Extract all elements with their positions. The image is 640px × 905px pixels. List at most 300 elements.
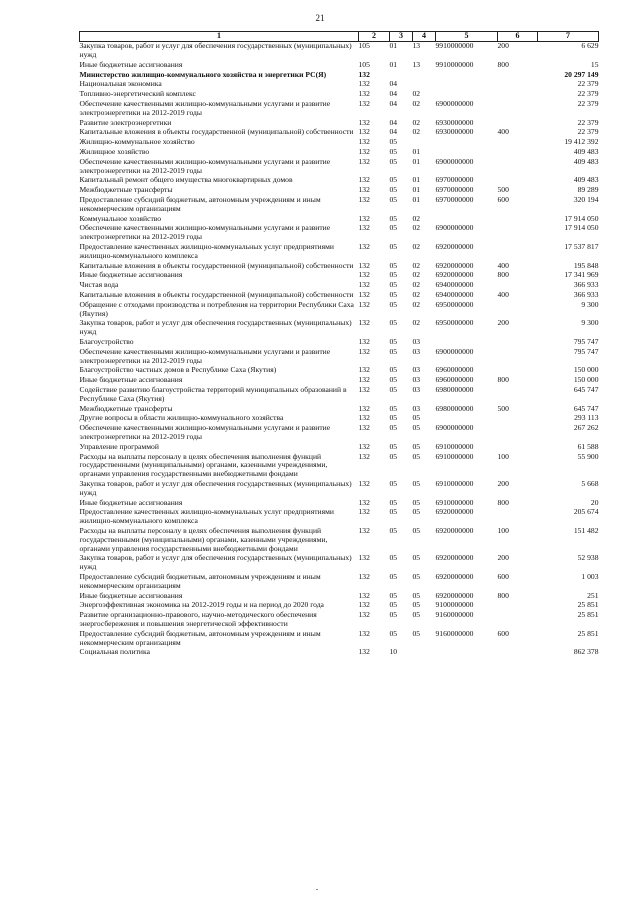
table-row <box>80 243 599 262</box>
row-ministry-code-cell: 132 <box>358 478 370 488</box>
row-target-article-cell: 6900000000 <box>435 223 474 233</box>
row-amount-cell: 17 914 050 <box>564 223 599 233</box>
row-ministry-code-cell: 132 <box>358 223 370 233</box>
table-row <box>80 572 599 591</box>
table-row <box>80 291 599 301</box>
row-amount-cell: 795 747 <box>573 346 599 356</box>
row-name-cell: Чистая вода <box>79 280 119 290</box>
row-name-cell: Закупка товаров, работ и услуг для обеспечения государственных (муниципальных) нужд <box>79 318 352 337</box>
row-name-cell: Топливно-энергетический комплекс <box>79 89 196 99</box>
row-subsection-cell: 05 <box>412 507 421 517</box>
row-section-cell: 04 <box>389 117 398 127</box>
row-target-article-cell: 6950000000 <box>435 318 474 328</box>
row-target-article-cell: 6920000000 <box>435 571 474 581</box>
row-section-cell: 05 <box>389 507 398 517</box>
row-target-article-cell <box>436 148 498 158</box>
row-target-article-cell: 9160000000 <box>435 628 474 638</box>
table-row <box>80 138 599 148</box>
row-name-cell: Иные бюджетные ассигнования <box>79 375 183 385</box>
row-ministry-code-cell: 132 <box>358 610 370 620</box>
row-expense-type-cell <box>498 214 538 224</box>
row-subsection-cell: 02 <box>412 260 421 270</box>
row-name-cell: Управление программой <box>79 441 159 451</box>
table-row <box>80 60 599 70</box>
row-target-article-cell: 6920000000 <box>435 507 474 517</box>
row-section-cell: 01 <box>389 41 398 51</box>
row-name-cell: Закупка товаров, работ и услуг для обеспечения государственных (муниципальных) нужд <box>79 478 352 497</box>
column-header-amount: 7 <box>538 32 599 42</box>
row-ministry-code-cell: 132 <box>358 242 370 252</box>
row-amount-cell: 150 000 <box>573 375 599 385</box>
row-expense-type-cell <box>498 338 538 348</box>
row-ministry-code-cell: 132 <box>358 423 370 433</box>
row-expense-type-cell: 200 <box>497 553 509 563</box>
row-target-article-cell <box>436 80 498 90</box>
row-name-cell: Обеспечение качественными жилищно-коммунальными услугами и развитие электроэнергетики на 2012-2019 годы <box>79 156 331 175</box>
row-expense-type-cell: 800 <box>497 270 509 280</box>
row-target-article-cell: 6980000000 <box>435 384 474 394</box>
row-ministry-code-cell: 132 <box>358 213 370 223</box>
row-name-cell: Обеспечение качественными жилищно-коммунальными услугами и развитие электроэнергетики на 2012-2019 годы <box>79 223 331 242</box>
row-subsection-cell: 05 <box>412 441 421 451</box>
row-subsection-cell: 05 <box>412 628 421 638</box>
row-name-cell: Расходы на выплаты персоналу в целях обеспечения выполнения функций государственными (муниципальными) органами, казенными учреждениями, органами управления государственными внебюджетными фондами <box>79 525 328 553</box>
row-subsection-cell <box>413 648 436 658</box>
row-ministry-code-cell: 132 <box>358 337 370 346</box>
row-expense-type-cell: 200 <box>497 318 509 328</box>
row-name-cell: Обеспечение качественными жилищно-коммунальными услугами и развитие электроэнергетики на 2012-2019 годы <box>79 346 331 365</box>
row-amount-cell: 20 297 149 <box>564 69 599 79</box>
row-expense-type-cell: 800 <box>497 590 509 600</box>
row-expense-type-cell <box>498 148 538 158</box>
table-row <box>80 629 599 648</box>
row-target-article-cell <box>436 138 498 148</box>
row-expense-type-cell <box>498 648 538 658</box>
row-ministry-code-cell: 132 <box>358 260 370 270</box>
row-section-cell: 05 <box>389 610 398 620</box>
table-row <box>80 271 599 281</box>
row-name-cell: Благоустройство <box>79 337 134 346</box>
row-subsection-cell: 05 <box>412 610 421 620</box>
row-ministry-code-cell: 132 <box>358 507 370 517</box>
row-ministry-code-cell: 105 <box>358 59 370 69</box>
row-ministry-code-cell: 132 <box>358 647 370 657</box>
row-amount-cell: 22 379 <box>577 117 599 127</box>
row-subsection-cell: 02 <box>412 318 421 328</box>
row-section-cell: 05 <box>389 478 398 488</box>
row-name-cell: Жилищно-коммунальное хозяйство <box>79 137 195 147</box>
row-amount-cell: 366 933 <box>573 280 599 290</box>
row-ministry-code-cell: 132 <box>358 195 370 205</box>
row-section-cell: 05 <box>389 375 398 385</box>
table-row <box>80 338 599 348</box>
row-name-cell: Национальная экономика <box>79 79 162 89</box>
row-name-cell: Развитие организационно-правового, научно-методического обеспечения энергосбережения и повышения энергетической эффективности <box>79 610 317 628</box>
row-expense-type-cell <box>498 424 538 443</box>
row-ministry-code-cell: 132 <box>358 117 370 127</box>
row-name-cell: Межбюджетные трансферты <box>79 403 173 413</box>
table-row <box>80 611 599 630</box>
row-expense-type-cell: 600 <box>497 195 509 205</box>
row-ministry-code-cell: 132 <box>358 365 370 375</box>
row-section-cell: 05 <box>389 403 398 413</box>
row-ministry-code-cell: 132 <box>358 175 370 185</box>
table-row <box>80 347 599 366</box>
row-ministry-code-cell: 132 <box>358 553 370 563</box>
row-ministry-code-cell: 132 <box>358 79 370 89</box>
row-target-article-cell: 6930000000 <box>435 127 474 137</box>
row-target-article-cell: 6920000000 <box>435 270 474 280</box>
row-expense-type-cell: 400 <box>497 260 509 270</box>
row-subsection-cell: 13 <box>412 41 421 51</box>
row-amount-cell: 22 379 <box>577 99 599 109</box>
row-expense-type-cell <box>498 347 538 366</box>
row-expense-type-cell: 100 <box>497 525 509 535</box>
row-target-article-cell: 9910000000 <box>435 59 474 69</box>
row-subsection-cell: 05 <box>412 590 421 600</box>
row-section-cell: 05 <box>389 156 398 166</box>
row-section-cell: 01 <box>389 59 398 69</box>
row-ministry-code-cell: 132 <box>358 185 370 195</box>
row-section-cell: 05 <box>389 413 398 423</box>
row-target-article-cell: 6970000000 <box>435 195 474 205</box>
row-name-cell: Капитальный ремонт общего имущества многоквартирных домов <box>79 175 293 185</box>
row-expense-type-cell: 200 <box>497 41 509 51</box>
row-expense-type-cell: 200 <box>497 478 509 488</box>
row-section-cell: 05 <box>389 270 398 280</box>
table-row <box>80 157 599 176</box>
row-target-article-cell: 6920000000 <box>435 590 474 600</box>
row-name-cell: Другие вопросы в области жилищно-коммунального хозяйства <box>79 413 284 423</box>
page-number: 21 <box>315 13 325 23</box>
row-subsection-cell: 05 <box>412 525 421 535</box>
row-ministry-code-cell: 132 <box>358 590 370 600</box>
table-row <box>80 41 599 60</box>
row-name-cell: Обращение с отходами производства и потребления на территории Республики Саха (Якутия) <box>79 299 354 318</box>
row-subsection-cell: 03 <box>412 403 421 413</box>
row-target-article-cell: 6900000000 <box>435 423 474 433</box>
column-header-ministry-code: 2 <box>359 32 390 42</box>
row-ministry-code-cell: 132 <box>358 69 370 79</box>
row-section-cell: 05 <box>389 590 398 600</box>
row-target-article-cell: 6910000000 <box>435 441 474 451</box>
table-row <box>80 148 599 158</box>
row-expense-type-cell <box>498 508 538 527</box>
table-row <box>80 319 599 338</box>
row-target-article-cell: 6900000000 <box>435 156 474 166</box>
row-ministry-code-cell: 132 <box>358 89 370 99</box>
row-subsection-cell: 03 <box>412 384 421 394</box>
row-section-cell: 05 <box>389 525 398 535</box>
row-target-article-cell: 6940000000 <box>435 280 474 290</box>
row-amount-cell: 52 938 <box>577 553 599 563</box>
row-ministry-code-cell: 132 <box>358 280 370 290</box>
row-amount-cell: 9 300 <box>581 318 599 328</box>
column-header-expense-type: 6 <box>498 32 538 42</box>
row-amount-cell: 862 378 <box>573 647 599 657</box>
row-amount-cell: 205 674 <box>573 507 599 517</box>
row-name-cell: Предоставление качественных жилищно-коммунальных услуг предприятиями жилищно-коммунального комплекса <box>79 242 334 260</box>
row-ministry-code-cell: 132 <box>358 318 370 328</box>
table-row <box>80 452 599 479</box>
row-subsection-cell: 02 <box>412 213 421 223</box>
row-target-article-cell: 6920000000 <box>435 525 474 535</box>
row-target-article-cell <box>436 338 498 348</box>
row-ministry-code-cell: 132 <box>358 451 370 461</box>
row-target-article-cell: 6970000000 <box>435 175 474 185</box>
row-ministry-code-cell: 132 <box>358 99 370 109</box>
row-subsection-cell: 05 <box>412 478 421 488</box>
row-ministry-code-cell: 132 <box>358 137 370 147</box>
row-name-cell: Капитальные вложения в объекты государственной (муниципальной) собственности <box>79 127 354 137</box>
row-subsection-cell: 03 <box>412 346 421 356</box>
row-target-article-cell: 6920000000 <box>435 242 474 252</box>
row-subsection-cell: 02 <box>412 280 421 290</box>
row-expense-type-cell <box>498 157 538 176</box>
row-subsection-cell: 05 <box>412 451 421 461</box>
table-row <box>80 479 599 498</box>
row-expense-type-cell <box>498 90 538 100</box>
row-section-cell: 05 <box>389 441 398 451</box>
row-target-article-cell: 6910000000 <box>435 478 474 488</box>
row-ministry-code-cell: 132 <box>358 270 370 280</box>
row-section-cell: 05 <box>389 137 398 147</box>
row-section-cell: 05 <box>389 451 398 461</box>
row-amount-cell: 150 000 <box>573 365 599 375</box>
row-subsection-cell <box>413 70 436 80</box>
row-amount-cell: 22 379 <box>577 79 599 89</box>
row-name-cell: Иные бюджетные ассигнования <box>79 59 183 69</box>
row-target-article-cell: 9100000000 <box>435 600 474 610</box>
row-section-cell: 05 <box>389 553 398 563</box>
row-amount-cell: 251 <box>587 590 599 600</box>
row-section-cell: 05 <box>389 290 398 300</box>
row-subsection-cell: 05 <box>412 571 421 581</box>
row-section-cell: 05 <box>389 280 398 290</box>
row-subsection-cell: 02 <box>412 223 421 233</box>
row-name-cell: Иные бюджетные ассигнования <box>79 497 183 507</box>
table-row <box>80 376 599 386</box>
row-amount-cell: 15 <box>590 59 599 69</box>
row-target-article-cell <box>436 648 498 658</box>
row-ministry-code-cell: 132 <box>358 375 370 385</box>
row-ministry-code-cell: 132 <box>358 571 370 581</box>
row-subsection-cell: 01 <box>412 147 421 157</box>
row-name-cell: Предоставление субсидий бюджетным, автономным учреждениям и иным некоммерческим организациям <box>79 195 321 213</box>
row-amount-cell: 409 483 <box>573 175 599 185</box>
column-header-name: 1 <box>80 32 359 42</box>
row-section-cell: 05 <box>389 497 398 507</box>
row-section-cell: 05 <box>389 260 398 270</box>
row-amount-cell: 293 113 <box>574 413 599 423</box>
row-subsection-cell: 02 <box>412 117 421 127</box>
row-expense-type-cell <box>498 414 538 424</box>
row-expense-type-cell <box>498 80 538 90</box>
column-header-section: 3 <box>390 32 413 42</box>
row-target-article-cell: 6950000000 <box>435 299 474 309</box>
row-expense-type-cell: 500 <box>497 403 509 413</box>
budget-table <box>79 31 599 658</box>
row-target-article-cell: 6960000000 <box>435 375 474 385</box>
row-expense-type-cell: 400 <box>497 290 509 300</box>
table-row <box>80 100 599 119</box>
row-amount-cell: 20 <box>590 497 599 507</box>
row-expense-type-cell: 400 <box>497 127 509 137</box>
row-target-article-cell: 6910000000 <box>435 451 474 461</box>
row-name-cell: Обеспечение качественными жилищно-коммунальными услугами и развитие электроэнергетики на 2012-2019 годы <box>79 423 331 441</box>
row-section-cell: 10 <box>389 647 398 657</box>
row-section-cell: 05 <box>389 223 398 233</box>
row-section-cell: 05 <box>389 299 398 309</box>
row-expense-type-cell <box>498 442 538 452</box>
row-ministry-code-cell: 132 <box>358 403 370 413</box>
row-name-cell: Иные бюджетные ассигнования <box>79 590 183 600</box>
row-name-cell: Иные бюджетные ассигнования <box>79 270 183 280</box>
row-expense-type-cell <box>498 224 538 243</box>
column-header-target-article: 5 <box>436 32 498 42</box>
row-amount-cell: 409 483 <box>573 147 599 157</box>
row-subsection-cell: 01 <box>412 156 421 166</box>
row-target-article-cell: 6920000000 <box>435 553 474 563</box>
row-amount-cell: 89 289 <box>577 185 599 195</box>
row-amount-cell: 195 848 <box>573 260 599 270</box>
row-subsection-cell: 05 <box>412 497 421 507</box>
row-name-cell: Межбюджетные трансферты <box>79 185 173 195</box>
row-name-cell: Благоустройство частных домов в Республике Саха (Якутия) <box>79 365 277 375</box>
row-section-cell: 05 <box>389 185 398 195</box>
row-ministry-code-cell: 132 <box>358 384 370 394</box>
row-subsection-cell: 02 <box>412 270 421 280</box>
row-expense-type-cell <box>498 243 538 262</box>
row-amount-cell: 22 379 <box>577 127 599 137</box>
row-target-article-cell: 6970000000 <box>435 185 474 195</box>
column-header-subsection: 4 <box>413 32 436 42</box>
row-amount-cell: 1 003 <box>581 571 599 581</box>
row-subsection-cell: 05 <box>412 423 421 433</box>
row-ministry-code-cell: 132 <box>358 346 370 356</box>
row-name-cell: Развитие электроэнергетики <box>79 117 172 127</box>
table-header-row <box>80 32 599 42</box>
row-section-cell: 05 <box>389 195 398 205</box>
row-expense-type-cell <box>498 100 538 119</box>
row-subsection-cell: 01 <box>412 185 421 195</box>
row-target-article-cell: 9910000000 <box>435 41 474 51</box>
row-amount-cell: 17 341 969 <box>564 270 599 280</box>
row-name-cell: Капитальные вложения в объекты государственной (муниципальной) собственности <box>79 260 354 270</box>
row-target-article-cell: 9160000000 <box>435 610 474 620</box>
row-amount-cell: 25 851 <box>577 610 599 620</box>
row-name-cell: Коммунальное хозяйство <box>79 213 162 223</box>
scan-mark <box>316 889 318 890</box>
row-section-cell: 05 <box>389 242 398 252</box>
row-ministry-code-cell: 132 <box>358 525 370 535</box>
row-name-cell: Капитальные вложения в объекты государственной (муниципальной) собственности <box>79 290 354 300</box>
row-amount-cell: 25 851 <box>577 600 599 610</box>
row-section-cell: 05 <box>389 600 398 610</box>
table-row <box>80 526 599 553</box>
row-name-cell: Содействие развитию благоустройства территорий муниципальных образований в Республике Саха (Якутия) <box>79 384 347 403</box>
row-expense-type-cell: 500 <box>497 185 509 195</box>
row-amount-cell: 409 483 <box>573 156 599 166</box>
row-expense-type-cell: 800 <box>497 375 509 385</box>
row-ministry-code-cell: 132 <box>358 497 370 507</box>
row-subsection-cell: 02 <box>412 89 421 99</box>
row-name-cell: Предоставление субсидий бюджетным, автономным учреждениям и иным некоммерческим организациям <box>79 628 321 647</box>
table-row <box>80 508 599 527</box>
row-amount-cell: 151 482 <box>573 525 599 535</box>
table-row <box>80 554 599 573</box>
row-amount-cell: 9 300 <box>581 299 599 309</box>
row-ministry-code-cell: 132 <box>358 299 370 309</box>
table-row <box>80 385 599 404</box>
row-ministry-code-cell: 132 <box>358 628 370 638</box>
row-section-cell: 05 <box>389 365 398 375</box>
row-name-cell: Предоставление качественных жилищно-коммунальных услуг предприятиями жилищно-коммунального комплекса <box>79 507 334 526</box>
row-amount-cell: 5 668 <box>581 478 599 488</box>
row-name-cell: Закупка товаров, работ и услуг для обеспечения государственных (муниципальных) нужд <box>79 41 352 60</box>
row-section-cell: 05 <box>389 337 398 346</box>
table-body <box>80 41 599 657</box>
row-subsection-cell: 01 <box>412 195 421 205</box>
row-ministry-code-cell: 132 <box>358 413 370 423</box>
row-amount-cell: 55 900 <box>577 451 599 461</box>
row-expense-type-cell: 800 <box>497 59 509 69</box>
row-name-cell: Жилищное хозяйство <box>79 147 150 157</box>
table-row <box>80 442 599 452</box>
row-ministry-code-cell: 132 <box>358 127 370 137</box>
row-amount-cell: 17 914 050 <box>564 213 599 223</box>
row-subsection-cell: 02 <box>412 242 421 252</box>
row-subsection-cell: 02 <box>412 127 421 137</box>
row-amount-cell: 320 194 <box>573 195 599 205</box>
row-subsection-cell: 01 <box>412 175 421 185</box>
row-expense-type-cell: 600 <box>497 571 509 581</box>
table-row <box>80 196 599 215</box>
row-name-cell: Социальная политика <box>79 647 150 657</box>
row-section-cell: 05 <box>389 318 398 328</box>
row-amount-cell: 61 588 <box>577 441 599 451</box>
row-section-cell: 05 <box>389 213 398 223</box>
row-section-cell: 05 <box>389 571 398 581</box>
row-subsection-cell: 05 <box>412 600 421 610</box>
row-ministry-code-cell: 132 <box>358 441 370 451</box>
row-subsection-cell: 03 <box>412 365 421 375</box>
row-name-cell: Расходы на выплаты персоналу в целях обеспечения выполнения функций государственными (муниципальными) органами, казенными учреждениями, органами управления государственными внебюджетными фондами <box>79 451 328 479</box>
row-amount-cell: 645 747 <box>573 403 599 413</box>
row-section-cell: 04 <box>389 127 398 137</box>
row-subsection-cell: 03 <box>412 375 421 385</box>
row-amount-cell: 267 262 <box>573 423 599 433</box>
row-expense-type-cell: 100 <box>497 451 509 461</box>
row-section-cell: 05 <box>389 346 398 356</box>
row-section-cell: 05 <box>389 175 398 185</box>
row-subsection-cell: 02 <box>412 290 421 300</box>
row-ministry-code-cell: 132 <box>358 147 370 157</box>
row-expense-type-cell: 600 <box>497 628 509 638</box>
row-ministry-code-cell: 132 <box>358 156 370 166</box>
row-amount-cell: 17 537 817 <box>564 242 599 252</box>
row-subsection-cell: 02 <box>412 99 421 109</box>
row-name-cell: Закупка товаров, работ и услуг для обеспечения государственных (муниципальных) нужд <box>79 553 352 572</box>
row-target-article-cell: 6900000000 <box>435 346 474 356</box>
row-section-cell: 04 <box>389 89 398 99</box>
row-amount-cell: 366 933 <box>573 290 599 300</box>
row-target-article-cell: 6910000000 <box>435 497 474 507</box>
row-target-article-cell: 6930000000 <box>435 117 474 127</box>
row-expense-type-cell <box>498 70 538 80</box>
row-target-article-cell: 6900000000 <box>435 99 474 109</box>
table-row <box>80 300 599 319</box>
